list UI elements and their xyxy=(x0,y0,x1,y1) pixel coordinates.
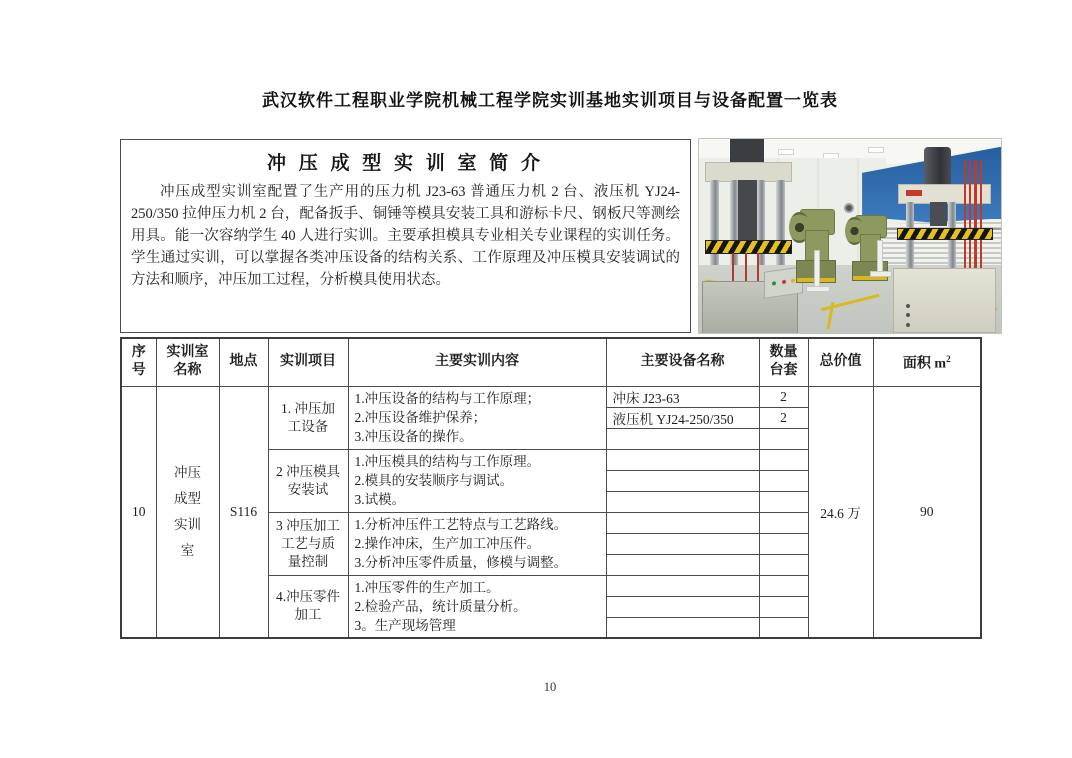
cell-project-1: 1. 冲压加工设备 xyxy=(268,386,348,449)
pedestal-stand xyxy=(877,240,883,273)
cell-equipment-qty-empty xyxy=(759,617,808,638)
cell-equipment-name-empty xyxy=(606,617,759,638)
red-rod xyxy=(757,253,759,282)
cell-project-4: 4.冲压零件加工 xyxy=(268,575,348,638)
hazard-stripe-bar xyxy=(705,240,792,254)
cell-content-3 xyxy=(348,512,606,575)
cell-equipment-qty-empty xyxy=(759,596,808,617)
cell-equipment-qty-empty xyxy=(759,449,808,470)
ceiling-light xyxy=(868,147,884,153)
cell-equipment-name-empty xyxy=(606,491,759,512)
cell-equipment-qty-2: 2 xyxy=(759,407,808,428)
control-button xyxy=(782,280,786,285)
header-location: 地点 xyxy=(219,338,268,386)
red-pipe xyxy=(969,160,972,282)
cell-seq: 10 xyxy=(121,386,156,638)
content-line: 1.分析冲压件工艺特点与工艺路线。 xyxy=(354,517,568,532)
cell-content-1 xyxy=(348,386,606,449)
header-total-value: 总价值 xyxy=(808,338,873,386)
cell-total-value: 24.6 万 xyxy=(808,386,873,638)
cell-equipment-qty-empty xyxy=(759,470,808,491)
header-room-name: 实训室 名称 xyxy=(156,338,219,386)
cell-equipment-name-1: 冲床 J23-63 xyxy=(606,386,759,407)
cell-equipment-name-empty xyxy=(606,533,759,554)
cell-equipment-qty-empty xyxy=(759,428,808,449)
pedestal-stand-base xyxy=(806,286,830,292)
press-base-cabinet xyxy=(893,268,996,333)
cell-equipment-name-empty xyxy=(606,575,759,596)
red-rod xyxy=(732,253,734,282)
cell-project-3: 3 冲压加工工艺与质量控制 xyxy=(268,512,348,575)
content-line: 2.模具的安装顺序与调试。 xyxy=(354,473,514,488)
cell-equipment-name-empty xyxy=(606,554,759,575)
hydraulic-press-left xyxy=(705,139,790,333)
press-cylinder xyxy=(730,139,764,164)
training-config-table xyxy=(120,337,982,639)
content-line: 2.冲压设备维护保养； xyxy=(354,410,487,425)
cell-equipment-qty-empty xyxy=(759,533,808,554)
cell-equipment-qty-empty xyxy=(759,491,808,512)
cell-content-2 xyxy=(348,449,606,512)
hazard-stripe-bar xyxy=(897,228,993,240)
cell-equipment-name-empty xyxy=(606,512,759,533)
red-pipe xyxy=(974,160,977,282)
cell-equipment-qty-empty xyxy=(759,575,808,596)
cell-area: 90 xyxy=(873,386,981,638)
intro-heading: 冲 压 成 型 实 训 室 简 介 xyxy=(266,153,544,174)
workshop-photo xyxy=(698,138,1002,334)
cell-content-4 xyxy=(348,575,606,638)
cell-equipment-name-empty xyxy=(606,449,759,470)
cell-equipment-name-empty xyxy=(606,428,759,449)
cell-room-name: 冲压 成型 实训 室 xyxy=(156,386,219,638)
cabinet-knob xyxy=(906,304,910,308)
cell-equipment-name-empty xyxy=(606,470,759,491)
press-center-cylinder xyxy=(930,202,947,226)
red-pipe xyxy=(980,160,983,282)
content-line: 3.试模。 xyxy=(354,492,406,507)
cell-project-2: 2 冲压模具安装试 xyxy=(268,449,348,512)
wall-fan xyxy=(844,203,854,213)
content-line: 1.冲压设备的结构与工作原理； xyxy=(354,391,541,406)
header-row xyxy=(121,338,981,386)
header-equipment-name: 主要设备名称 xyxy=(606,338,759,386)
red-pipe xyxy=(964,160,967,282)
cell-location: S116 xyxy=(219,386,268,638)
cabinet-knob xyxy=(906,313,910,317)
pedestal-stand xyxy=(814,250,820,289)
page-title: 武汉软件工程职业学院机械工程学院实训基地实训项目与设备配置一览表 xyxy=(262,91,838,110)
cell-equipment-qty-empty xyxy=(759,512,808,533)
content-line: 3.冲压设备的操作。 xyxy=(354,429,473,444)
header-main-content: 主要实训内容 xyxy=(348,338,606,386)
table-row xyxy=(121,386,981,407)
cell-equipment-name-empty xyxy=(606,596,759,617)
header-project: 实训项目 xyxy=(268,338,348,386)
cabinet-knob xyxy=(906,323,910,327)
cell-equipment-qty-1: 2 xyxy=(759,386,808,407)
content-line: 2.检验产品，统计质量分析。 xyxy=(354,598,527,614)
content-line: 1.冲压模具的结构与工作原理。 xyxy=(354,454,541,469)
header-area: 面积 $m^2$ xyxy=(873,338,981,386)
page-number: 10 xyxy=(543,680,557,694)
pedestal-stand-base xyxy=(870,271,892,277)
header-seq: 序 号 xyxy=(121,338,156,386)
press-cylinder xyxy=(924,147,951,186)
header-quantity: 数量 台套 xyxy=(759,338,808,386)
intro-paragraph: 冲压成型实训室配置了生产用的压力机 J23-63 普通压力机 2 台、液压机 YJ24-250/350 拉伸压力机 2 台，配备扳手、铜锤等模具安装工具和游标卡尺、钢板尺等测绘用具。能一次容纳学生 40 人进行实训。主要承担模具专业相关专业课程的实训任务。学生通过实训，可以掌握各类冲压设备的结构关系、工作原理及冲压模具安装调试的方法和顺序，冲压加工过程，分析模具使用状态。 xyxy=(131,184,680,288)
red-rod xyxy=(745,253,747,282)
control-button xyxy=(772,281,776,286)
intro-box xyxy=(120,139,691,333)
content-line: 3。生产现场管理 xyxy=(354,617,456,633)
cell-equipment-qty-empty xyxy=(759,554,808,575)
cell-equipment-name-2: 液压机 YJ24-250/350 xyxy=(606,407,759,428)
content-line: 1.冲压零件的生产加工。 xyxy=(354,579,500,595)
content-line: 2.操作冲床，生产加工冲压件。 xyxy=(354,536,541,551)
red-nameplate xyxy=(906,190,921,196)
hydraulic-press-right xyxy=(898,147,989,331)
content-line: 3.分析冲压零件质量，修模与调整。 xyxy=(354,555,568,570)
